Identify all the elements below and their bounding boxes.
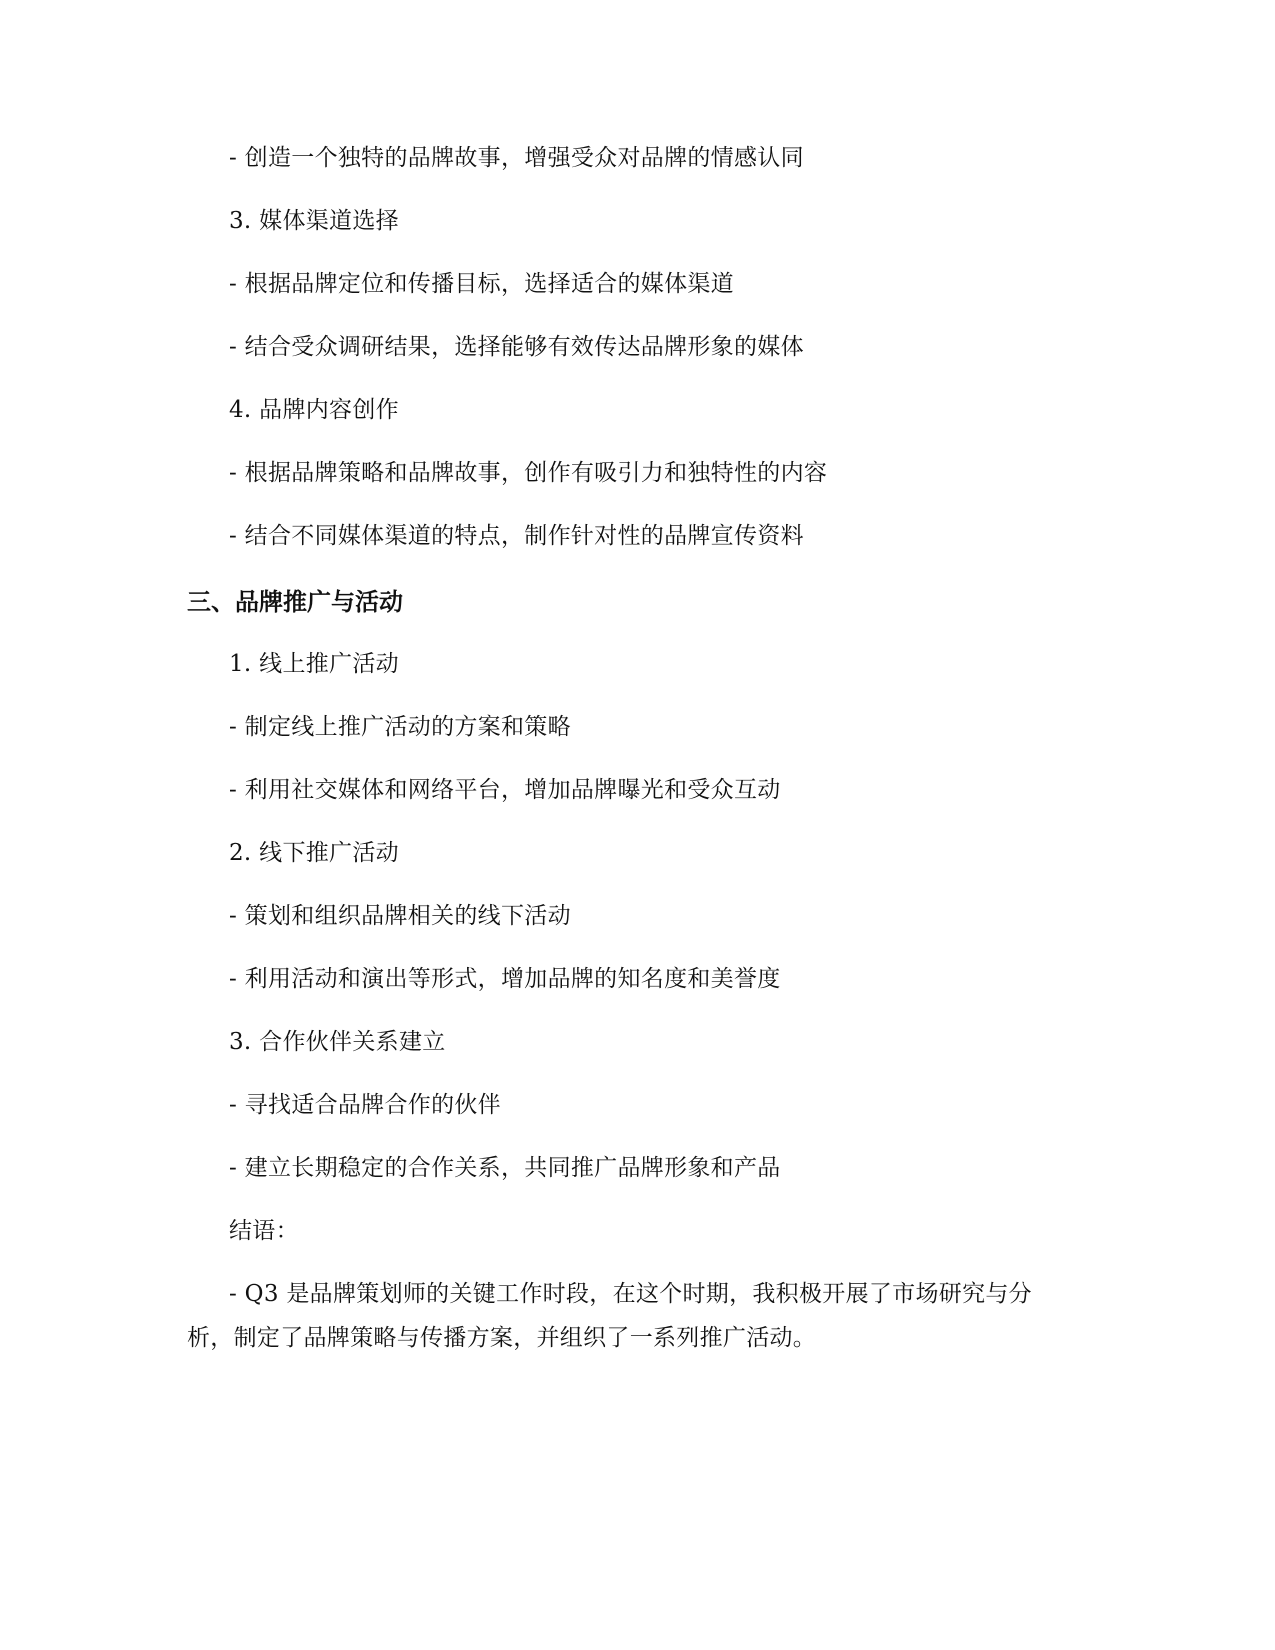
item-partnerships: 3. 合作伙伴关系建立 [229,1029,446,1055]
conclusion-paragraph: - Q3 是品牌策划师的关键工作时段，在这个时期，我积极开展了市场研究与分析，制定了品牌策略与传播方案，并组织了一系列推广活动。 [187,1281,1032,1351]
bullet-brand-story: - 创造一个独特的品牌故事，增强受众对品牌的情感认同 [229,145,804,171]
bullet-social-media: - 利用社交媒体和网络平台，增加品牌曝光和受众互动 [229,777,781,803]
bullet-online-plan: - 制定线上推广活动的方案和策略 [229,714,571,740]
item-online-promotion: 1. 线上推广活动 [229,651,399,677]
bullet-media-by-research: - 结合受众调研结果，选择能够有效传达品牌形象的媒体 [229,334,804,360]
bullet-offline-events: - 策划和组织品牌相关的线下活动 [229,903,571,929]
bullet-create-content: - 根据品牌策略和品牌故事，创作有吸引力和独特性的内容 [229,460,828,486]
bullet-promo-materials: - 结合不同媒体渠道的特点，制作针对性的品牌宣传资料 [229,523,804,549]
section-heading: 三、品牌推广与活动 [187,588,403,616]
bullet-events-performances: - 利用活动和演出等形式，增加品牌的知名度和美誉度 [229,966,781,992]
item-brand-content-creation: 4. 品牌内容创作 [229,397,399,423]
item-offline-promotion: 2. 线下推广活动 [229,840,399,866]
item-media-channel-selection: 3. 媒体渠道选择 [229,208,399,234]
conclusion-label: 结语： [229,1218,299,1244]
bullet-media-by-positioning: - 根据品牌定位和传播目标，选择适合的媒体渠道 [229,271,734,297]
bullet-long-term-cooperation: - 建立长期稳定的合作关系，共同推广品牌形象和产品 [229,1155,781,1181]
bullet-find-partners: - 寻找适合品牌合作的伙伴 [229,1092,501,1118]
